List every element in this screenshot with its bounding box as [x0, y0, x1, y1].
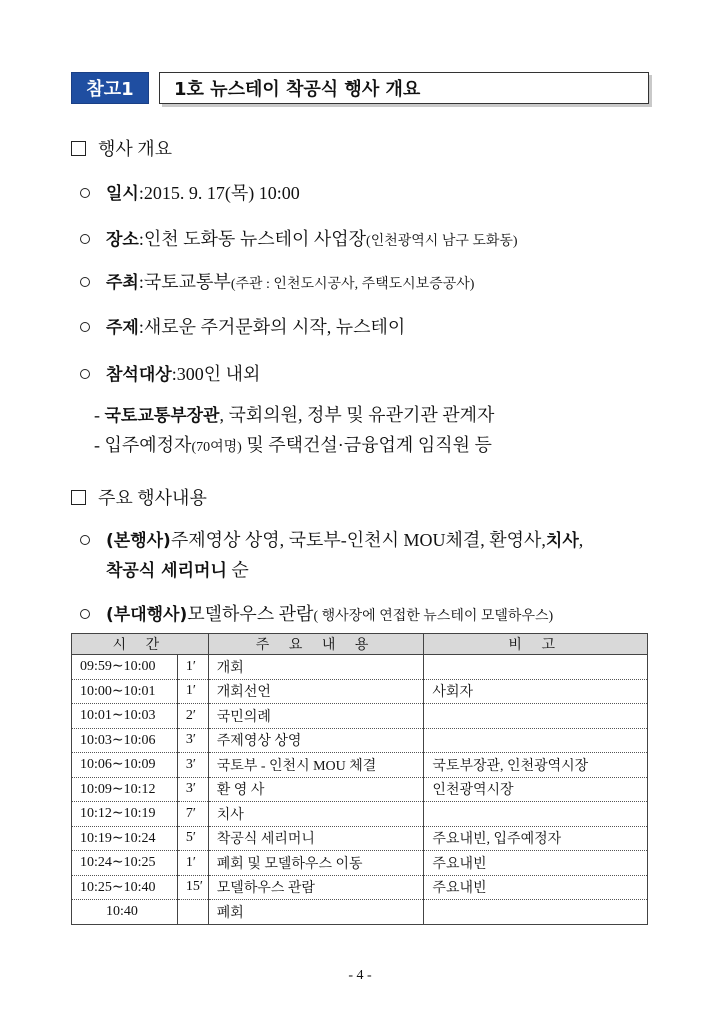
main-event-label: (본행사) — [106, 531, 171, 551]
section-heading-program — [71, 484, 207, 510]
table-row — [72, 802, 648, 827]
cell-content: 폐회 — [208, 900, 424, 925]
cell-content: 개회선언 — [208, 679, 424, 704]
square-box-icon — [71, 490, 86, 505]
item-label: 장소 — [106, 230, 139, 250]
section-heading-text: 행사 개요 — [98, 139, 173, 159]
item-value: 300인 내외 — [176, 364, 261, 384]
cell-duration: 1′ — [177, 851, 208, 876]
cell-time: 10:09∼10:12 — [72, 777, 178, 802]
cell-content: 치사 — [208, 802, 424, 827]
cell-content: 개회 — [208, 655, 424, 680]
circle-bullet-icon — [80, 188, 90, 198]
circle-bullet-icon — [80, 277, 90, 287]
circle-bullet-icon — [80, 609, 90, 619]
cell-remark: 인천광역시장 — [424, 777, 648, 802]
cell-remark: 국토부장관, 인천광역시장 — [424, 753, 648, 778]
cell-remark: 주요내빈 — [424, 851, 648, 876]
section-heading-text: 주요 행사내용 — [98, 488, 207, 508]
cell-remark — [424, 900, 648, 925]
title-bar — [71, 72, 649, 104]
cell-duration: 7′ — [177, 802, 208, 827]
cell-content: 착공식 세리머니 — [208, 826, 424, 851]
table-row — [72, 753, 648, 778]
item-value: 새로운 주거문화의 시작, 뉴스테이 — [143, 317, 406, 337]
cell-time: 10:24∼10:25 — [72, 851, 178, 876]
table-header-remark: 비 고 — [424, 634, 648, 655]
item-label: 주최 — [106, 273, 139, 293]
title-tag: 참고1 — [71, 72, 149, 104]
side-event-label: (부대행사) — [106, 605, 188, 625]
table-header-time: 시 간 — [72, 634, 209, 655]
cell-duration — [177, 900, 208, 925]
cell-content: 폐회 및 모델하우스 이동 — [208, 851, 424, 876]
cell-time: 10:19∼10:24 — [72, 826, 178, 851]
overview-item: 주최 : 국토교통부 (주관 : 인천도시공사, 주택도시보증공사) — [80, 268, 474, 294]
item-value: 인천 도화동 뉴스테이 사업장 — [143, 229, 367, 249]
attendee-line: - 국토교통부장관, 국회의원, 정부 및 유관기관 관계자 — [94, 405, 495, 426]
cell-content: 국민의례 — [208, 704, 424, 729]
page-number: - 4 - — [348, 968, 372, 983]
cell-time: 10:01∼10:03 — [72, 704, 178, 729]
cell-duration: 2′ — [177, 704, 208, 729]
cell-remark — [424, 655, 648, 680]
overview-item: 일시 : 2015. 9. 17(목) 10:00 — [80, 179, 300, 205]
cell-duration: 1′ — [177, 679, 208, 704]
cell-time: 10:25∼10:40 — [72, 875, 178, 900]
item-note: (인천광역시 남구 도화동) — [366, 234, 518, 249]
overview-item: 주제 : 새로운 주거문화의 시작, 뉴스테이 — [80, 313, 405, 339]
main-event-item: (본행사) 주제영상 상영, 국토부-인천시 MOU체결, 환영사, 치사 , — [80, 526, 583, 552]
cell-duration: 3′ — [177, 777, 208, 802]
cell-duration: 5′ — [177, 826, 208, 851]
cell-remark — [424, 728, 648, 753]
cell-duration: 3′ — [177, 753, 208, 778]
cell-time: 09:59∼10:00 — [72, 655, 178, 680]
cell-content: 주제영상 상영 — [208, 728, 424, 753]
cell-duration: 1′ — [177, 655, 208, 680]
cell-remark: 사회자 — [424, 679, 648, 704]
attendee-bold: 국토교통부장관 — [104, 406, 220, 426]
schedule-table — [71, 633, 648, 925]
cell-duration: 3′ — [177, 728, 208, 753]
cell-remark — [424, 704, 648, 729]
page-title: 1호 뉴스테이 착공식 행사 개요 — [159, 72, 649, 104]
square-box-icon — [71, 141, 86, 156]
cell-remark — [424, 802, 648, 827]
cell-content: 국토부 - 인천시 MOU 체결 — [208, 753, 424, 778]
attendee-line: - 입주예정자(70여명) 및 주택건설·금융업계 임직원 등 — [94, 435, 492, 455]
table-header-content: 주 요 내 용 — [208, 634, 424, 655]
table-row — [72, 900, 648, 925]
cell-time: 10:06∼10:09 — [72, 753, 178, 778]
item-note: (주관 : 인천도시공사, 주택도시보증공사) — [230, 277, 475, 292]
circle-bullet-icon — [80, 535, 90, 545]
table-row — [72, 851, 648, 876]
cell-time: 10:40 — [72, 900, 178, 925]
item-label: 참석대상 — [106, 365, 172, 385]
item-value: 국토교통부 — [143, 272, 231, 292]
circle-bullet-icon — [80, 322, 90, 332]
cell-content: 환 영 사 — [208, 777, 424, 802]
item-label: 주제 — [106, 318, 139, 338]
table-row — [72, 728, 648, 753]
cell-remark: 주요내빈, 입주예정자 — [424, 826, 648, 851]
cell-remark: 주요내빈 — [424, 875, 648, 900]
side-event-item: (부대행사) 모델하우스 관람 ( 행사장에 연접한 뉴스테이 모델하우스) — [80, 600, 553, 626]
table-row — [72, 679, 648, 704]
table-row — [72, 826, 648, 851]
table-row — [72, 777, 648, 802]
cell-content: 모델하우스 관람 — [208, 875, 424, 900]
cell-time: 10:00∼10:01 — [72, 679, 178, 704]
section-heading-overview — [71, 135, 172, 161]
overview-item: 참석대상 : 300인 내외 — [80, 360, 260, 386]
main-event-continuation: 착공식 세리머니 순 — [106, 560, 249, 581]
item-label: 일시 — [106, 184, 139, 204]
cell-time: 10:03∼10:06 — [72, 728, 178, 753]
table-row — [72, 704, 648, 729]
cell-duration: 15′ — [177, 875, 208, 900]
cell-time: 10:12∼10:19 — [72, 802, 178, 827]
circle-bullet-icon — [80, 234, 90, 244]
table-row — [72, 655, 648, 680]
item-value: 2015. 9. 17(목) 10:00 — [143, 183, 300, 203]
table-row — [72, 875, 648, 900]
overview-item: 장소 : 인천 도화동 뉴스테이 사업장 (인천광역시 남구 도화동) — [80, 225, 518, 251]
table-header-row — [72, 634, 648, 655]
circle-bullet-icon — [80, 369, 90, 379]
